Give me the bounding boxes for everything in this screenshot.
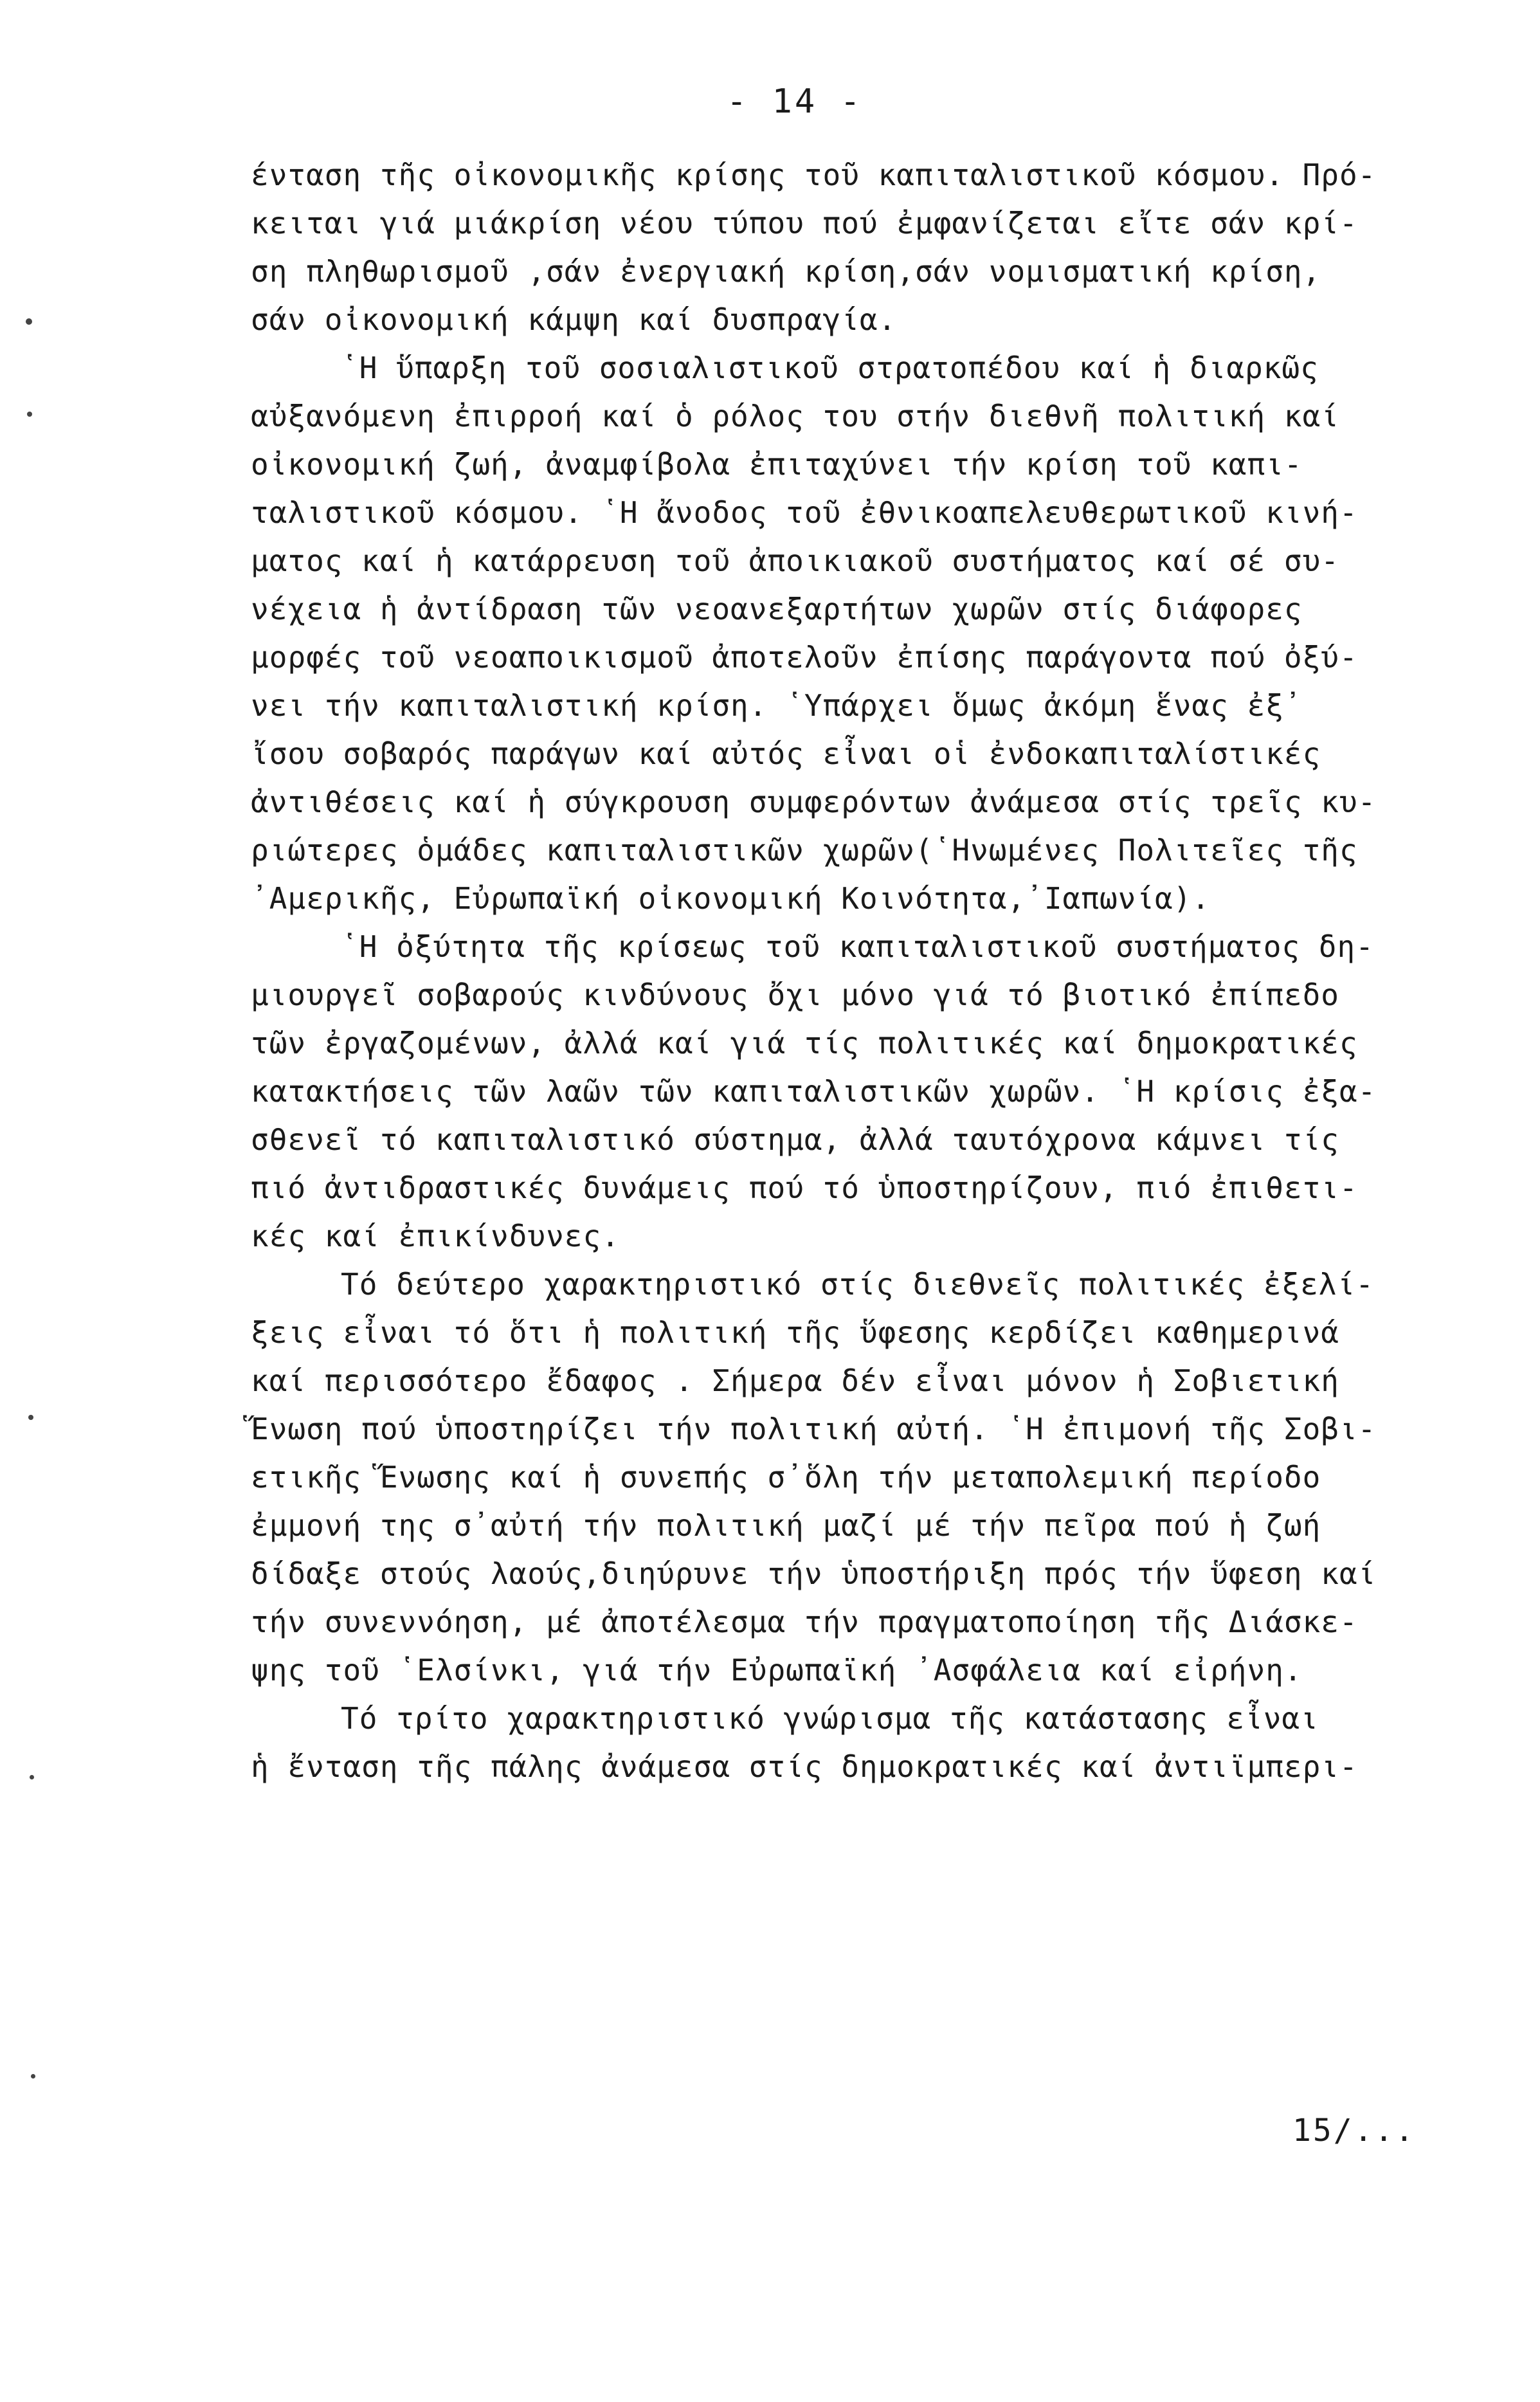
scan-speck [28, 1415, 33, 1420]
text-line: ἐμμονή της σ᾿αὐτή τήν πολιτική μαζί μέ τήν πεῖρα πού ἡ ζωή [251, 1508, 1321, 1543]
text-line: ετικῆς Ἕνωσης καί ἡ συνεπής σ᾿ὅλη τήν μεταπολεμική περίοδο [251, 1460, 1321, 1495]
text-line: ταλιστικοῦ κόσμου. ῾Η ἄνοδος τοῦ ἐθνικοαπελευθερωτικοῦ κινή- [251, 495, 1358, 530]
text-line: κές καί ἐπικίνδυνες. [251, 1219, 620, 1253]
paragraph-start-line: Τό δεύτερο χαρακτηριστικό στίς διεθνεῖς πολιτικές ἐξελί- [341, 1267, 1374, 1302]
text-line: καί περισσότερο ἔδαφος . Σήμερα δέν εἶναι μόνον ἡ Σοβιετική [251, 1363, 1339, 1398]
text-line: σάν οἰκονομική κάμψη καί δυσπραγία. [251, 302, 897, 337]
text-line: τῶν ἐργαζομένων, ἀλλά καί γιά τίς πολιτικές καί δημοκρατικές [251, 1026, 1358, 1060]
body-text [251, 151, 1485, 1791]
paragraph-start-line: ῾Η ὀξύτητα τῆς κρίσεως τοῦ καπιταλιστικοῦ συστήματος δη- [341, 929, 1374, 964]
text-line: Ἕνωση πού ὑποστηρίζει τήν πολιτική αὐτή. ῾Η ἐπιμονή τῆς Σοβι- [251, 1412, 1377, 1446]
text-line: μορφές τοῦ νεοαποικισμοῦ ἀποτελοῦν ἐπίσης παράγοντα πού ὀξύ- [251, 640, 1358, 675]
text-line: αὐξανόμενη ἐπιρροή καί ὁ ρόλος του στήν διεθνῆ πολιτική καί [251, 399, 1339, 433]
text-line: ση πληθωρισμοῦ ,σάν ἐνεργιακή κρίση,σάν νομισματική κρίση, [251, 254, 1321, 289]
text-line: ψης τοῦ ῾Ελσίνκι, γιά τήν Εὐρωπαϊκή ᾿Ασφάλεια καί εἰρήνη. [251, 1653, 1303, 1688]
text-line: ένταση τῆς οἰκονομικῆς κρίσης τοῦ καπιταλιστικοῦ κόσμου. Πρό- [251, 158, 1377, 192]
text-line: νέχεια ἡ ἀντίδραση τῶν νεοανεξαρτήτων χωρῶν στίς διάφορες [251, 592, 1303, 626]
text-line: κειται γιά μιάκρίση νέου τύπου πού ἐμφανίζεται εἴτε σάν κρί- [251, 206, 1358, 241]
text-line: ριώτερες ὁμάδες καπιταλιστικῶν χωρῶν(῾Ηνωμένες Πολιτεῖες τῆς [251, 833, 1358, 868]
text-line: ἡ ἔνταση τῆς πάλης ἀνάμεσα στίς δημοκρατικές καί ἀντιϊμπερι- [251, 1749, 1358, 1784]
paragraph-start-line: Τό τρίτο χαρακτηριστικό γνώρισμα τῆς κατάστασης εἶναι [341, 1701, 1319, 1736]
scan-speck [31, 2074, 35, 2079]
text-line: ματος καί ἡ κατάρρευση τοῦ ἀποικιακοῦ συστήματος καί σέ συ- [251, 543, 1339, 578]
text-line: ἴσου σοβαρός παράγων καί αὐτός εἶναι οἱ ἐνδοκαπιταλίστικές [251, 736, 1321, 771]
paragraph-start-line: ῾Η ὕπαρξη τοῦ σοσιαλιστικοῦ στρατοπέδου καί ἡ διαρκῶς [341, 350, 1319, 385]
text-line: ξεις εἶναι τό ὅτι ἡ πολιτική τῆς ὕφεσης κερδίζει καθημερινά [251, 1315, 1339, 1350]
text-line: ᾿Αμερικῆς, Εὐρωπαϊκή οἰκονομική Κοινότητα,᾿Ιαπωνία). [251, 881, 1211, 916]
scan-speck [27, 412, 32, 417]
continuation-marker: 15/... [1292, 2113, 1416, 2149]
text-line: τήν συνεννόηση, μέ ἀποτέλεσμα τήν πραγματοποίηση τῆς Διάσκε- [251, 1605, 1358, 1639]
text-line: ἀντιθέσεις καί ἡ σύγκρουση συμφερόντων ἀνάμεσα στίς τρεῖς κυ- [251, 785, 1377, 819]
text-line: κατακτήσεις τῶν λαῶν τῶν καπιταλιστικῶν χωρῶν. ῾Η κρίσις ἐξα- [251, 1074, 1377, 1109]
text-line: μιουργεῖ σοβαρούς κινδύνους ὄχι μόνο γιά τό βιοτικό ἐπίπεδο [251, 978, 1339, 1012]
text-line: οἰκονομική ζωή, ἀναμφίβολα ἐπιταχύνει τήν κρίση τοῦ καπι- [251, 447, 1303, 482]
scan-speck [26, 318, 32, 325]
page-number: - 14 - [727, 82, 863, 121]
text-line: σθενεῖ τό καπιταλιστικό σύστημα, ἀλλά ταυτόχρονα κάμνει τίς [251, 1122, 1339, 1157]
text-line: δίδαξε στούς λαούς,διηύρυνε τήν ὑποστήριξη πρός τήν ὕφεση καί [251, 1556, 1377, 1591]
text-line: πιό ἀντιδραστικές δυνάμεις πού τό ὑποστηρίζουν, πιό ἐπιθετι- [251, 1170, 1358, 1205]
scan-speck [30, 1775, 34, 1779]
text-line: νει τήν καπιταλιστική κρίση. ῾Υπάρχει ὅμως ἀκόμη ἕνας ἐξ᾿ [251, 688, 1303, 723]
